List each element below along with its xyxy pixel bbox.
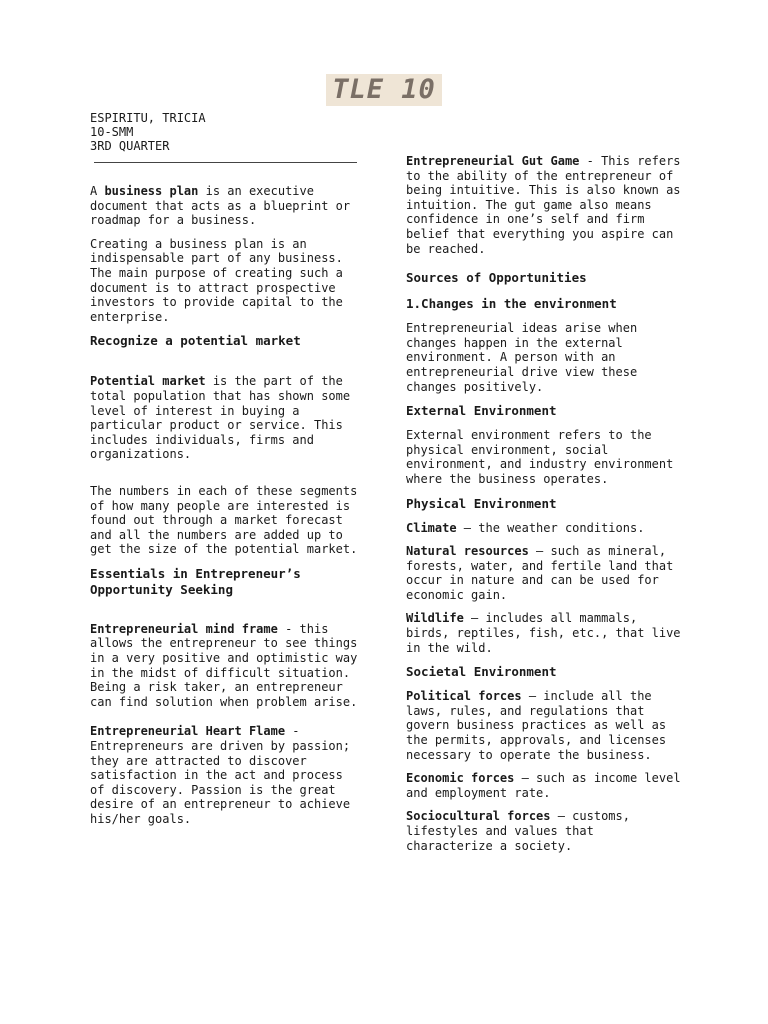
gut-game-term: Entrepreneurial Gut Game xyxy=(406,154,580,168)
mind-frame-term: Entrepreneurial mind frame xyxy=(90,621,278,636)
heart-flame-text: - Entrepreneurs are driven by passion; they are attracted to discover satisfaction in the act and process of discovery. Passion is the great desire of an entrepreneur to achieve his/her goals. xyxy=(90,724,351,826)
natural-resources-term: Natural resources xyxy=(406,544,529,559)
right-column xyxy=(406,154,681,853)
wildlife-paragraph xyxy=(406,611,681,655)
wildlife-term: Wildlife xyxy=(406,611,464,626)
natural-resources-paragraph xyxy=(406,544,681,602)
page-title: TLE 10 xyxy=(326,74,442,106)
changes-paragraph: Entrepreneurial ideas arise when changes happen in the external environment. A person with an entrepreneurial drive view these changes positively. xyxy=(406,321,638,394)
left-column xyxy=(90,184,360,827)
wildlife-text: – includes all mammals, birds, reptiles, fish, etc., that live in the wild. xyxy=(406,611,681,655)
heart-flame-paragraph xyxy=(90,724,360,826)
mind-frame-text: - this allows the entrepreneur to see things in a very positive and optimistic way in the midst of difficult situation. Being a risk taker, an entrepreneur can find solution when problem arise. xyxy=(90,621,358,709)
external-heading: External Environment xyxy=(406,403,557,419)
economic-term: Economic forces xyxy=(406,771,515,786)
quarter-label: 3RD QUARTER xyxy=(90,139,170,153)
business-plan-paragraph xyxy=(90,184,360,228)
climate-paragraph xyxy=(406,521,681,536)
business-plan-term: business plan xyxy=(104,184,199,198)
gut-game-text: - This refers to the ability of the entrepreneur of being intuitive. This is also known as intuition. The gut game also means confidence in one’s self and firm belief that everything you aspire can be reached. xyxy=(406,154,681,256)
mind-frame-paragraph xyxy=(90,622,360,710)
numbers-paragraph: The numbers in each of these segments of how many people are interested is found out through a market forecast and all the numbers are added up to get the size of the potential market. xyxy=(90,483,358,557)
potential-market-term: Potential market xyxy=(90,374,206,389)
potential-market-paragraph xyxy=(90,374,360,462)
student-header xyxy=(90,111,206,153)
sources-heading: Sources of Opportunities xyxy=(406,270,587,286)
text: A xyxy=(90,184,105,198)
political-paragraph xyxy=(406,689,681,762)
student-name: ESPIRITU, TRICIA xyxy=(90,111,206,125)
creating-paragraph: Creating a business plan is an indispensable part of any business. The main purpose of creating such a document is to attract prospective investors to provide capital to the enterprise. xyxy=(90,236,343,324)
heart-flame-term: Entrepreneurial Heart Flame xyxy=(90,724,286,739)
potential-market-text: is the part of the total population that has shown some level of interest in buying a particular product or service. This includes individuals, firms and organizations. xyxy=(90,374,351,462)
essentials-heading: Essentials in Entrepreneur’s Opportunity Seeking xyxy=(90,565,301,597)
sociocultural-term: Sociocultural forces xyxy=(406,809,551,824)
sociocultural-paragraph xyxy=(406,809,681,853)
external-paragraph: External environment refers to the physical environment, social environment, and industry environment where the business operates. xyxy=(406,428,674,486)
natural-resources-text: – such as mineral, forests, water, and fertile land that occur in nature and can be used for economic gain. xyxy=(406,544,674,602)
header-divider xyxy=(94,162,357,163)
societal-heading: Societal Environment xyxy=(406,664,557,680)
gut-game-paragraph xyxy=(406,154,681,256)
climate-text: – the weather conditions. xyxy=(456,520,645,535)
physical-heading: Physical Environment xyxy=(406,495,557,511)
economic-text: – such as income level and employment rate. xyxy=(406,771,681,800)
sociocultural-text: – customs, lifestyles and values that characterize a society. xyxy=(406,809,630,853)
economic-paragraph xyxy=(406,771,681,800)
political-text: – include all the laws, rules, and regulations that govern business practices as well as the permits, approvals, and licenses necessary to operate the business. xyxy=(406,689,667,762)
business-plan-text: is an executive document that acts as a blueprint or roadmap for a business. xyxy=(90,184,351,228)
changes-heading: 1.Changes in the environment xyxy=(406,296,617,312)
student-section: 10-SMM xyxy=(90,125,134,139)
recognize-heading: Recognize a potential market xyxy=(90,333,301,349)
political-term: Political forces xyxy=(406,689,522,704)
climate-term: Climate xyxy=(406,520,457,535)
